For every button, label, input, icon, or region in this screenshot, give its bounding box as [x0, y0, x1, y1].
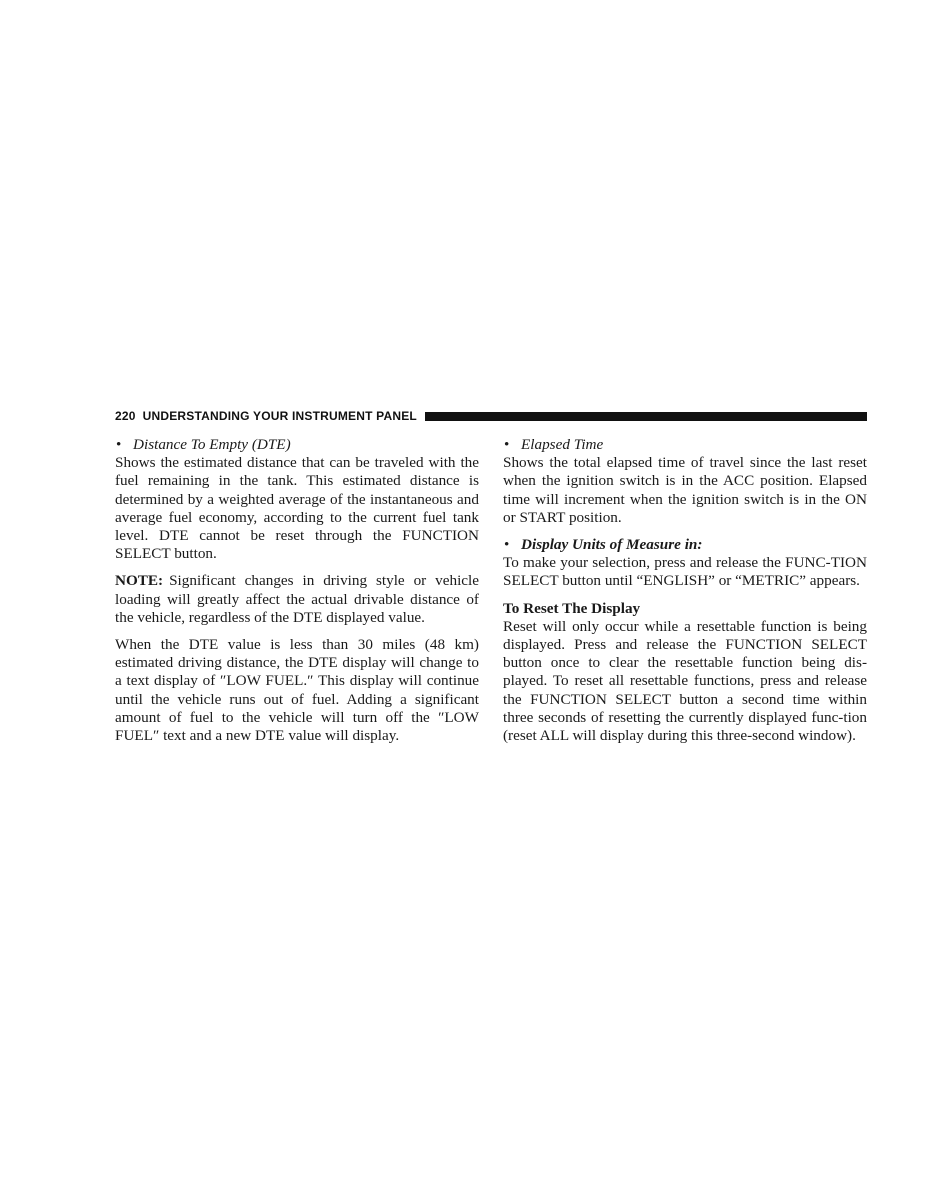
section-title: UNDERSTANDING YOUR INSTRUMENT PANEL	[142, 409, 417, 423]
dte-heading	[115, 436, 479, 454]
bullet-icon: •	[504, 536, 510, 554]
page-number: 220	[115, 409, 136, 423]
right-column	[503, 436, 867, 754]
note-body: Significant changes in driving style or vehicle loading will greatly affect the actual drivable distance of the vehicle, regardless of the DTE displayed value.	[115, 572, 479, 626]
header-rule	[425, 412, 867, 421]
elapsed-body: Shows the total elapsed time of travel since the last reset when the ignition switch is in the ACC position. Elapsed time will increment when the ignition switch is in the ON or START position.	[503, 454, 867, 526]
low-fuel-body: When the DTE value is less than 30 miles (48 km) estimated driving distance, the DTE display will change to a text display of ″LOW FUEL.″ This display will continue until the vehicle runs out of fuel. Adding a significant amount of fuel to the vehicle will turn off the ″LOW FUEL″ text and a new DTE value will display.	[115, 636, 479, 745]
bullet-icon: •	[504, 436, 510, 453]
page-header	[115, 407, 867, 425]
units-body: To make your selection, press and release the FUNC-TION SELECT button until “ENGLISH” or “METRIC” appears.	[503, 554, 867, 590]
units-heading-text: Display Units of Measure in:	[521, 536, 703, 554]
note-label: NOTE:	[115, 572, 164, 590]
left-column	[115, 436, 479, 754]
note-paragraph	[115, 572, 479, 627]
elapsed-heading-text: Elapsed Time	[521, 436, 604, 453]
dte-heading-text: Distance To Empty (DTE)	[133, 436, 291, 453]
reset-body: Reset will only occur while a resettable function is being displayed. Press and release the FUNCTION SELECT button once to clear the resettable function being dis-played. To reset all resettable functions, press and release the FUNCTION SELECT button a second time within three seconds of resetting the currently displayed func-tion (reset ALL will display during this three-second window).	[503, 617, 867, 745]
elapsed-heading	[503, 436, 867, 454]
reset-heading: To Reset The Display	[503, 599, 641, 617]
units-heading	[503, 536, 867, 554]
dte-body: Shows the estimated distance that can be traveled with the fuel remaining in the tank. This estimated distance is determined by a weighted average of the instantaneous and average fuel economy, according to the current fuel tank level. DTE cannot be reset through the FUNCTION SELECT button.	[115, 454, 479, 563]
bullet-icon: •	[116, 436, 122, 453]
